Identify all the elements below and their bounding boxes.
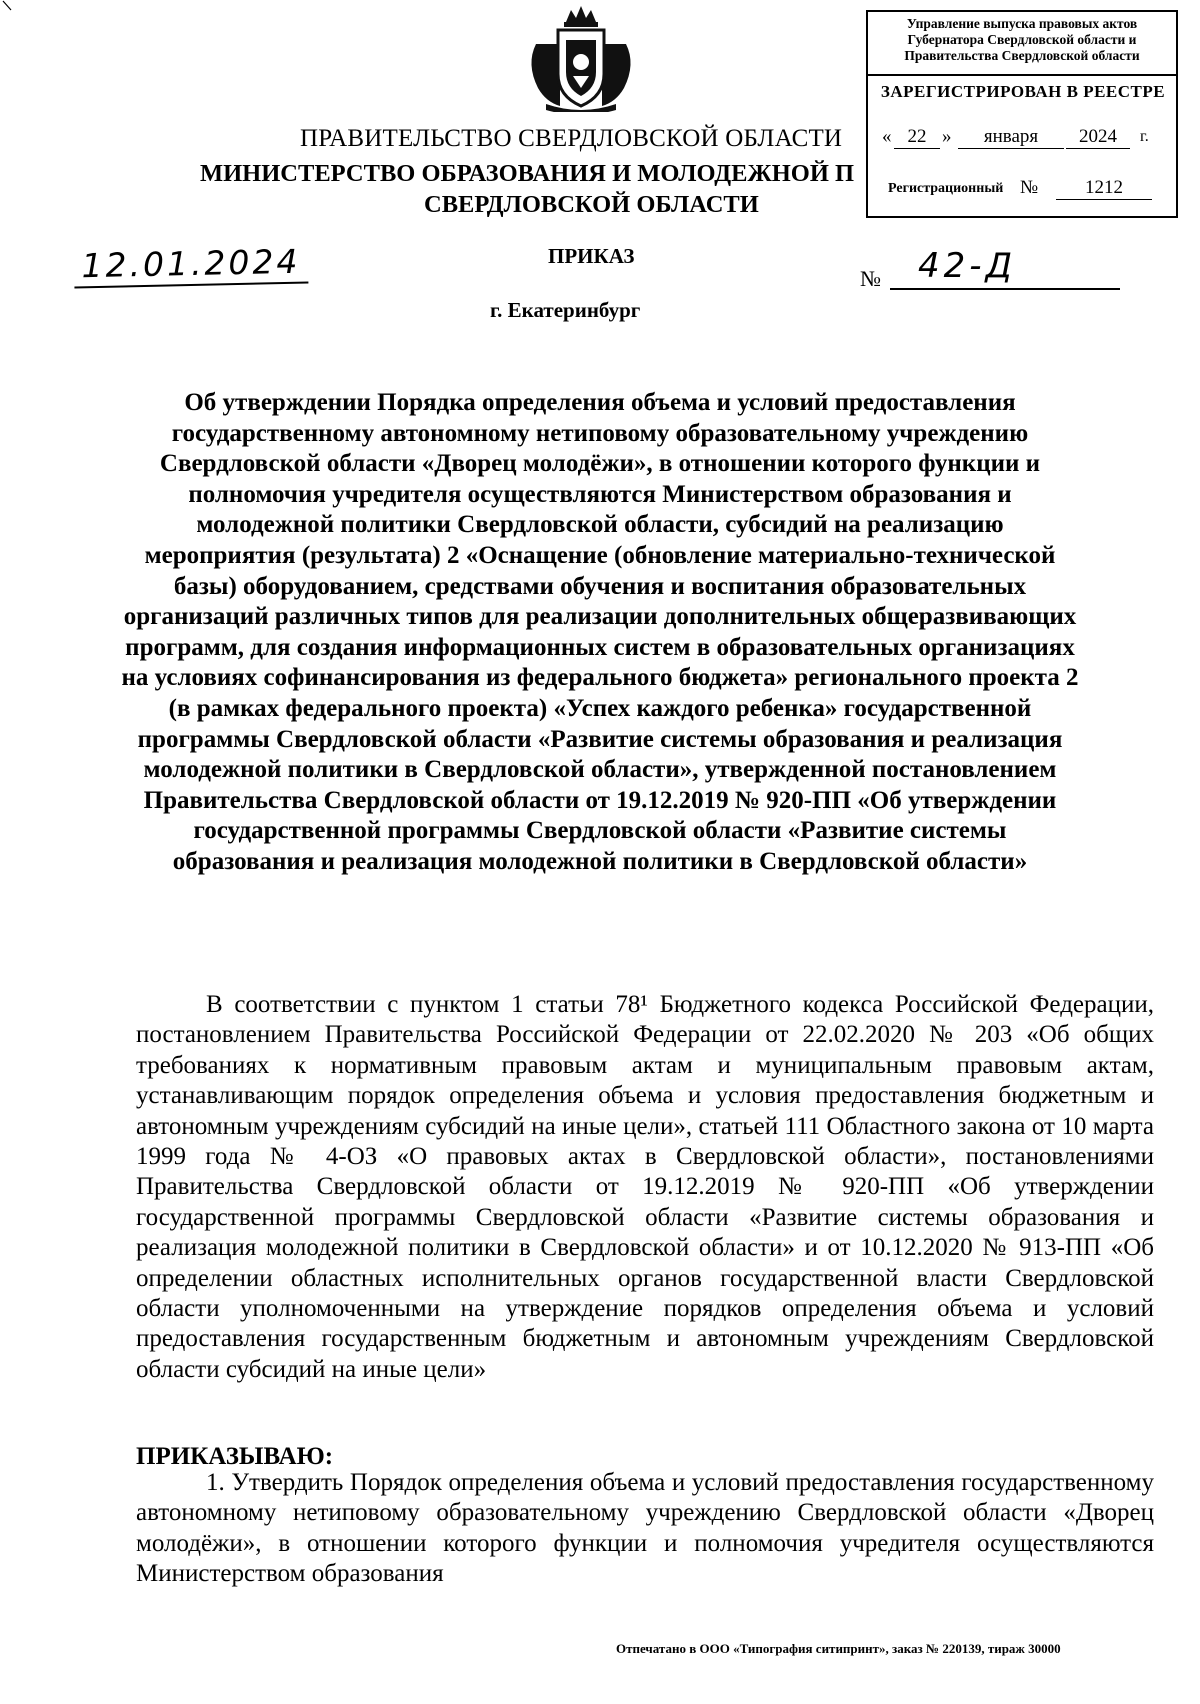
government-title: ПРАВИТЕЛЬСТВО СВЕРДЛОВСКОЙ ОБЛАСТИ — [300, 125, 843, 152]
stamp-divider — [868, 74, 1176, 76]
stamp-reg-value: 1212 — [1056, 177, 1152, 200]
ministry-title-line-1: МИНИСТЕРСТВО ОБРАЗОВАНИЯ И МОЛОДЕЖНОЙ П — [200, 160, 855, 187]
stamp-date-close-quote: » — [942, 126, 952, 147]
order-date: 12.01.2024 — [74, 242, 309, 289]
stamp-registered-label: ЗАРЕГИСТРИРОВАН В РЕЕСТРЕ — [880, 82, 1166, 101]
stamp-reg-label: Регистрационный — [888, 181, 1004, 196]
order-number: 42-Д — [890, 244, 1120, 290]
stamp-month: января — [958, 126, 1064, 149]
registration-stamp — [866, 10, 1178, 218]
order-title: ПРИКАЗ — [548, 244, 635, 268]
order-city: г. Екатеринбург — [490, 298, 641, 322]
order-item-1: 1. Утвердить Порядок определения объема и условий предоставления государственному автономному нетиповому образовательному учреждению Свердловской области «Дворец молодёжи», в отношении которого функции и полномочия учредителя осуществляются Министерством образования — [136, 1469, 1154, 1588]
stamp-authority: Управление выпуска правовых актов Губернатора Свердловской области и Правительства Свердловской области — [904, 16, 1140, 63]
order-number-sign: № — [860, 266, 881, 291]
stamp-day: 22 — [894, 126, 940, 149]
stamp-year: 2024 — [1066, 126, 1130, 149]
coat-of-arms-icon — [516, 4, 646, 112]
order-subject: Об утверждении Порядка определения объема и условий предоставления государственному автономному нетиповому образовательному учреждению Свердловской области «Дворец молодёжи», в отношении которого функции и полномочия учредителя осуществляются Министерством образования и молодежной политики Свердловской области, субсидий на реализацию мероприятия (результата) 2 «Оснащение (обновление материально-технической базы) оборудованием, средствами обучения и воспитания образовательных организаций различных типов для реализации дополнительных общеразвивающих программ, для создания информационных систем в образовательных организациях на условиях софинансирования из федерального бюджета» регионального проекта 2 (в рамках федерального проекта) «Успех каждого ребенка» государственной программы Свердловской области «Развитие системы образования и реализация молодежной политики в Свердловской области», утвержденной постановлением Правительства Свердловской области от 19.12.2019 № 920-ПП «Об утверждении государственной программы Свердловской области «Развитие системы образования и реализация молодежной политики в Свердловской области» — [121, 389, 1079, 875]
stamp-date-open-quote: « — [882, 126, 892, 147]
preamble-paragraph: В соответствии с пунктом 1 статьи 78¹ Бюджетного кодекса Российской Федерации, постановлением Правительства Российской Федерации от 22.02.2020 № 203 «Об общих требованиях к нормативным правовым актам и муниципальным правовым актам, устанавливающим порядок определения объема и условия предоставления бюджетным и автономным учреждениям субсидий на иные цели», статьей 111 Областного закона от 10 марта 1999 года № 4-ОЗ «О правовых актах в Свердловской области», постановлениями Правительства Свердловской области от 19.12.2019 № 920-ПП «Об утверждении государственной программы Свердловской области «Развитие системы образования и реализация молодежной политики в Свердловской области» и от 10.12.2020 № 913-ПП «Об определении областных исполнительных органов государственной власти Свердловской области уполномоченными на утверждение порядков определения объема и условий предоставления государственным бюджетным и автономным учреждениям Свердловской области субсидий на иные цели» — [136, 991, 1154, 1383]
stamp-reg-no-sign: № — [1020, 177, 1039, 198]
print-note: Отпечатано в ООО «Типография ситипринт», заказ № 220139, тираж 30000 — [616, 1641, 1061, 1656]
scan-mark — [2, 0, 22, 12]
stamp-year-suffix: г. — [1140, 128, 1149, 145]
order-directive: ПРИКАЗЫВАЮ: — [136, 1443, 334, 1470]
ministry-title-line-2: СВЕРДЛОВСКОЙ ОБЛАСТИ — [424, 191, 759, 218]
